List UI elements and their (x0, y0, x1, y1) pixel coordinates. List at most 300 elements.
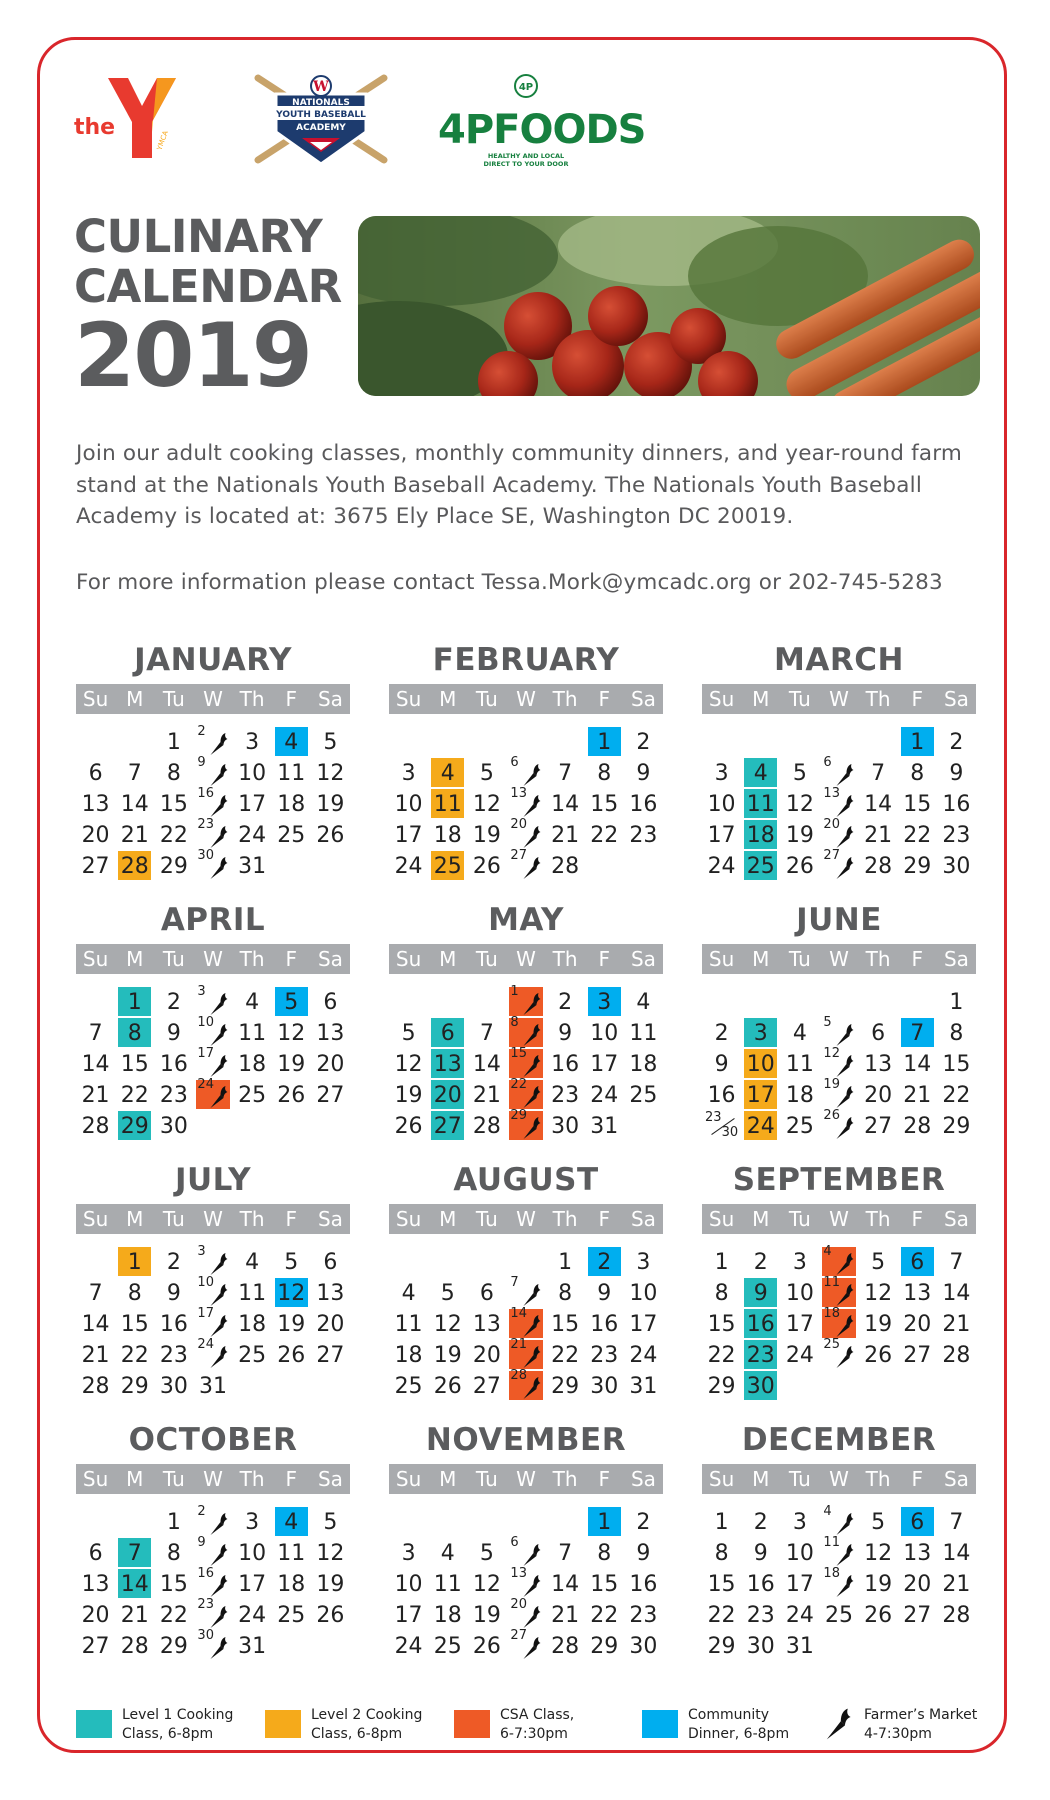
day-cell: 11 (629, 1021, 658, 1046)
day-cell: 18 (433, 1603, 462, 1628)
day-cell: 25 (433, 1634, 462, 1659)
empty-cell (509, 1507, 542, 1536)
day-cell: 22 (942, 1083, 971, 1108)
day-cell: 29 (159, 1634, 188, 1659)
day-cell: 30 (551, 1114, 580, 1139)
carrot-icon (834, 1116, 855, 1140)
day-cell: 28 (81, 1374, 110, 1399)
weekday-label: Sa (630, 947, 656, 971)
day-cell (509, 984, 542, 1016)
day-cell: 28 (120, 1634, 149, 1659)
day-cell: 9 (166, 1281, 181, 1306)
weekday-label: F (911, 1467, 924, 1491)
day-cell: 13 (472, 1312, 501, 1337)
day-number: 2 (197, 724, 206, 739)
weekday-label: Tu (162, 947, 185, 971)
day-cell: 19 (433, 1343, 462, 1368)
day-cell (822, 1306, 855, 1338)
empty-cell (901, 987, 934, 1016)
carrot-icon (208, 1543, 229, 1567)
month-november (389, 1420, 663, 1661)
day-cell: 5 (479, 1541, 494, 1566)
day-number: 19 (823, 1077, 840, 1092)
day-cell: 20 (903, 1572, 932, 1597)
day-cell: 17 (744, 1080, 777, 1109)
day-cell: 14 (903, 1052, 932, 1077)
day-cell: 8 (949, 1021, 964, 1046)
day-cell: 2 (714, 1021, 729, 1046)
month-name: OCTOBER (128, 1422, 298, 1458)
day-cell: 2 (636, 730, 651, 755)
day-cell: 6 (871, 1021, 886, 1046)
weekday-label: W (829, 1467, 849, 1491)
day-cell: 20 (81, 823, 110, 848)
weekday-label: Su (82, 687, 109, 711)
weekday-label: Su (395, 947, 422, 971)
month-name: DECEMBER (741, 1422, 937, 1458)
day-cell: 21 (81, 1083, 110, 1108)
empty-cell (392, 1507, 425, 1536)
carrot-icon (208, 1085, 229, 1109)
day-cell: 20 (903, 1312, 932, 1337)
nyba-line1: NATIONALS (292, 98, 350, 108)
day-cell: 12 (394, 1052, 423, 1077)
day-cell: 13 (81, 792, 110, 817)
day-cell (509, 1306, 542, 1338)
nyba-line3: ACADEMY (296, 123, 346, 133)
weekday-label: F (598, 1207, 611, 1231)
day-cell: 25 (824, 1603, 853, 1628)
weekday-label: Su (82, 1207, 109, 1231)
day-cell: 15 (551, 1312, 580, 1337)
day-number: 30 (721, 1125, 739, 1140)
day-cell: 6 (431, 1018, 464, 1047)
day-cell: 17 (238, 792, 267, 817)
day-cell: 27 (864, 1114, 893, 1139)
weekday-header (702, 1464, 976, 1494)
legend-label-line: CSA Class, (500, 1707, 575, 1723)
day-grid (76, 1246, 350, 1401)
day-cell: 19 (864, 1572, 893, 1597)
day-cell: 25 (785, 1114, 814, 1139)
weekday-label: Sa (630, 1207, 656, 1231)
carrot-icon (521, 1605, 542, 1629)
legend-swatch (265, 1710, 301, 1738)
day-cell (509, 1535, 542, 1567)
day-number: 8 (510, 1015, 519, 1030)
month-january (76, 640, 350, 881)
weekday-label: Th (239, 1207, 265, 1231)
weekday-label: Th (865, 947, 891, 971)
day-cell (509, 1046, 542, 1078)
day-number: 18 (823, 1306, 840, 1321)
day-cell: 3 (792, 1510, 807, 1535)
day-cell: 15 (120, 1312, 149, 1337)
day-cell: 24 (629, 1343, 658, 1368)
day-cell: 12 (277, 1021, 306, 1046)
day-number: 14 (510, 1306, 527, 1321)
day-grid (389, 1246, 663, 1401)
weekday-label: W (203, 687, 223, 711)
day-cell (509, 755, 542, 787)
day-cell: 31 (785, 1634, 814, 1659)
day-cell: 21 (903, 1083, 932, 1108)
weekday-label: F (285, 687, 298, 711)
day-cell (196, 1535, 229, 1567)
carrot-icon (834, 1512, 855, 1536)
day-cell: 9 (597, 1281, 612, 1306)
day-cell (509, 1628, 542, 1660)
weekday-label: Tu (162, 1207, 185, 1231)
day-number: 30 (197, 1628, 214, 1643)
day-cell: 20 (316, 1312, 345, 1337)
day-number: 11 (823, 1275, 840, 1290)
carrot-icon (208, 1283, 229, 1307)
day-cell: 3 (245, 1510, 260, 1535)
day-cell: 25 (277, 823, 306, 848)
day-cell: 12 (316, 761, 345, 786)
day-cell: 20 (81, 1603, 110, 1628)
month-name: FEBRUARY (432, 642, 620, 678)
day-cell: 23 (942, 823, 971, 848)
day-cell (822, 1337, 855, 1369)
empty-cell (79, 727, 112, 756)
weekday-label: Tu (162, 687, 185, 711)
day-cell: 15 (159, 1572, 188, 1597)
day-cell: 2 (166, 1250, 181, 1275)
nyba-line2: YOUTH BASEBALL (276, 110, 366, 120)
day-grid (389, 726, 663, 881)
weekday-label: Su (82, 1467, 109, 1491)
day-cell: 5 (275, 987, 308, 1016)
day-cell: 30 (744, 1371, 777, 1400)
day-cell: 27 (81, 854, 110, 879)
carrot-icon (834, 1543, 855, 1567)
day-cell: 6 (479, 1281, 494, 1306)
day-cell: 15 (159, 792, 188, 817)
day-number: 13 (823, 786, 840, 801)
carrot-icon (208, 1345, 229, 1369)
carrot-icon (824, 1704, 852, 1748)
day-number: 3 (197, 1244, 206, 1259)
weekday-label: F (911, 947, 924, 971)
weekday-label: Sa (317, 1207, 343, 1231)
weekday-header (702, 944, 976, 974)
ymca-logo (72, 72, 202, 162)
day-cell (509, 1368, 542, 1400)
carrot-icon (521, 1345, 542, 1369)
day-cell: 11 (238, 1281, 267, 1306)
day-cell: 24 (785, 1343, 814, 1368)
carrot-icon (834, 856, 855, 880)
day-number: 24 (197, 1077, 214, 1092)
day-cell: 13 (431, 1049, 464, 1078)
day-cell: 3 (401, 1541, 416, 1566)
day-cell: 16 (707, 1083, 736, 1108)
day-cell (196, 1566, 229, 1598)
weekday-header (76, 944, 350, 974)
day-number: 25 (823, 1337, 840, 1352)
carrot-icon (521, 1085, 542, 1109)
day-cell: 28 (551, 854, 580, 879)
day-cell: 8 (714, 1281, 729, 1306)
carrot-icon (208, 1023, 229, 1047)
day-cell: 27 (316, 1083, 345, 1108)
empty-cell (118, 727, 151, 756)
day-cell: 27 (903, 1603, 932, 1628)
day-number: 23 (197, 1597, 214, 1612)
day-cell: 14 (81, 1312, 110, 1337)
day-number: 1 (510, 984, 519, 999)
day-cell: 6 (901, 1247, 934, 1276)
legend-label-line: Level 2 Cooking (311, 1707, 423, 1723)
day-cell: 31 (198, 1374, 227, 1399)
day-cell: 22 (590, 823, 619, 848)
day-cell: 17 (785, 1312, 814, 1337)
empty-cell (79, 1507, 112, 1536)
weekday-label: Su (395, 1207, 422, 1231)
day-cell: 13 (864, 1052, 893, 1077)
day-cell: 26 (277, 1343, 306, 1368)
legend-label-line: Level 1 Cooking (122, 1707, 234, 1723)
day-cell: 24 (744, 1111, 777, 1140)
carrot-icon (521, 1023, 542, 1047)
weekday-label: M (126, 1467, 144, 1491)
day-cell: 28 (81, 1114, 110, 1139)
weekday-label: Sa (943, 687, 969, 711)
day-number: 13 (510, 1566, 527, 1581)
month-name: JULY (174, 1162, 252, 1198)
empty-cell (79, 987, 112, 1016)
day-cell (196, 848, 229, 880)
day-cell: 10 (394, 792, 423, 817)
day-cell: 24 (238, 823, 267, 848)
month-march (702, 640, 976, 881)
weekday-label: M (126, 1207, 144, 1231)
day-cell: 12 (472, 792, 501, 817)
day-cell (822, 1535, 855, 1567)
day-cell: 14 (120, 792, 149, 817)
day-cell: 8 (597, 1541, 612, 1566)
carrot-icon (521, 794, 542, 818)
day-cell (196, 1504, 229, 1536)
day-cell: 18 (629, 1052, 658, 1077)
carrot-icon (834, 825, 855, 849)
day-cell: 13 (903, 1281, 932, 1306)
day-cell: 13 (316, 1281, 345, 1306)
day-cell: 24 (590, 1083, 619, 1108)
day-cell: 26 (394, 1114, 423, 1139)
day-cell: 3 (401, 761, 416, 786)
weekday-label: Th (552, 687, 578, 711)
day-cell: 8 (910, 761, 925, 786)
carrot-icon (208, 992, 229, 1016)
day-cell: 27 (472, 1374, 501, 1399)
day-cell: 29 (590, 1634, 619, 1659)
day-cell: 5 (323, 730, 338, 755)
day-number: 5 (823, 1015, 832, 1030)
weekday-label: Tu (475, 1207, 498, 1231)
day-cell: 4 (792, 1021, 807, 1046)
day-cell: 12 (864, 1281, 893, 1306)
empty-cell (431, 1507, 464, 1536)
day-number: 6 (510, 755, 519, 770)
day-cell: 8 (166, 761, 181, 786)
legend-swatch (454, 1710, 490, 1738)
weekday-header (76, 684, 350, 714)
day-cell: 22 (707, 1343, 736, 1368)
weekday-label: Sa (317, 947, 343, 971)
month-october (76, 1420, 350, 1661)
weekday-label: M (126, 687, 144, 711)
day-grid (702, 986, 976, 1141)
day-cell: 26 (316, 1603, 345, 1628)
day-number: 26 (823, 1108, 840, 1123)
carrot-icon (521, 1636, 542, 1660)
day-cell: 8 (118, 1018, 151, 1047)
day-cell: 8 (558, 1281, 573, 1306)
empty-cell (705, 987, 738, 1016)
carrot-icon (208, 1605, 229, 1629)
weekday-label: Tu (788, 947, 811, 971)
day-cell: 17 (707, 823, 736, 848)
day-cell (196, 817, 229, 849)
day-cell: 28 (551, 1634, 580, 1659)
weekday-label: Su (708, 1467, 735, 1491)
weekday-label: F (285, 1207, 298, 1231)
day-cell: 25 (238, 1343, 267, 1368)
day-cell: 3 (245, 730, 260, 755)
day-cell: 7 (127, 761, 142, 786)
weekday-header (76, 1204, 350, 1234)
carrot-icon (834, 1283, 855, 1307)
carrot-icon (834, 1574, 855, 1598)
day-cell: 2 (753, 1510, 768, 1535)
day-cell: 26 (864, 1343, 893, 1368)
day-cell: 17 (785, 1572, 814, 1597)
weekday-label: M (752, 947, 770, 971)
weekday-label: Su (395, 1467, 422, 1491)
day-cell: 15 (590, 1572, 619, 1597)
weekday-label: Tu (475, 687, 498, 711)
day-cell: 16 (159, 1052, 188, 1077)
legend-label-line: Class, 6-8pm (122, 1726, 214, 1742)
day-cell (509, 1015, 542, 1047)
day-cell: 4 (275, 1507, 308, 1536)
day-cell: 5 (284, 1250, 299, 1275)
day-grid (702, 726, 976, 881)
month-name: APRIL (160, 902, 266, 938)
ymca-the-text: the (74, 115, 116, 140)
day-cell: 16 (744, 1309, 777, 1338)
day-number: 10 (197, 1275, 214, 1290)
day-cell: 21 (551, 1603, 580, 1628)
empty-cell (470, 1507, 503, 1536)
empty-cell (549, 1507, 582, 1536)
day-cell: 7 (871, 761, 886, 786)
day-cell: 27 (431, 1111, 464, 1140)
day-cell (509, 848, 542, 880)
day-cell: 12 (785, 792, 814, 817)
day-cell: 25 (394, 1374, 423, 1399)
day-cell: 29 (159, 854, 188, 879)
legend-swatch (76, 1710, 112, 1738)
day-cell (822, 1566, 855, 1598)
day-cell: 4 (401, 1281, 416, 1306)
day-number: 16 (197, 786, 214, 801)
day-cell: 9 (558, 1021, 573, 1046)
carrot-icon (208, 763, 229, 787)
empty-cell (79, 1247, 112, 1276)
day-cell: 26 (433, 1374, 462, 1399)
day-cell: 23 (159, 1083, 188, 1108)
day-cell (822, 1244, 855, 1276)
empty-cell (783, 727, 816, 756)
month-name: AUGUST (453, 1162, 599, 1198)
weekday-label: Tu (162, 1467, 185, 1491)
carrot-icon (521, 763, 542, 787)
day-number: 20 (823, 817, 840, 832)
day-cell (509, 817, 542, 849)
day-cell: 30 (629, 1634, 658, 1659)
weekday-label: Sa (630, 687, 656, 711)
weekday-label: Sa (317, 687, 343, 711)
legend-label-line: Dinner, 6-8pm (688, 1726, 790, 1742)
day-cell: 3 (714, 761, 729, 786)
day-cell: 18 (394, 1343, 423, 1368)
day-number: 2 (197, 1504, 206, 1519)
weekday-label: F (285, 1467, 298, 1491)
day-cell: 24 (707, 854, 736, 879)
day-cell (822, 1015, 855, 1047)
month-name: SEPTEMBER (732, 1162, 946, 1198)
day-cell (822, 1275, 855, 1307)
day-cell: 12 (275, 1278, 308, 1307)
day-cell: 28 (472, 1114, 501, 1139)
day-cell: 4 (431, 758, 464, 787)
day-cell: 12 (433, 1312, 462, 1337)
empty-cell (470, 727, 503, 756)
day-number: 18 (823, 1566, 840, 1581)
day-cell: 21 (551, 823, 580, 848)
carrot-icon (208, 1574, 229, 1598)
weekday-label: Th (552, 1207, 578, 1231)
carrot-icon (521, 1283, 542, 1307)
empty-cell (470, 1247, 503, 1276)
day-cell (822, 755, 855, 787)
day-cell: 19 (277, 1312, 306, 1337)
day-cell (822, 817, 855, 849)
empty-cell (822, 727, 855, 756)
day-cell: 19 (472, 1603, 501, 1628)
day-cell: 23 (159, 1343, 188, 1368)
weekday-header (389, 1204, 663, 1234)
weekday-label: Sa (943, 1467, 969, 1491)
day-number: 7 (510, 1275, 519, 1290)
weekday-label: Su (708, 687, 735, 711)
day-cell: 3 (792, 1250, 807, 1275)
day-cell: 3 (588, 987, 621, 1016)
day-cell: 19 (864, 1312, 893, 1337)
day-cell: 17 (590, 1052, 619, 1077)
day-cell: 25 (431, 851, 464, 880)
legend-label-line: Class, 6-8pm (311, 1726, 403, 1742)
carrot-icon (521, 1116, 542, 1140)
weekday-label: Th (239, 947, 265, 971)
empty-cell (822, 987, 855, 1016)
weekday-header (76, 1464, 350, 1494)
day-cell (196, 1275, 229, 1307)
